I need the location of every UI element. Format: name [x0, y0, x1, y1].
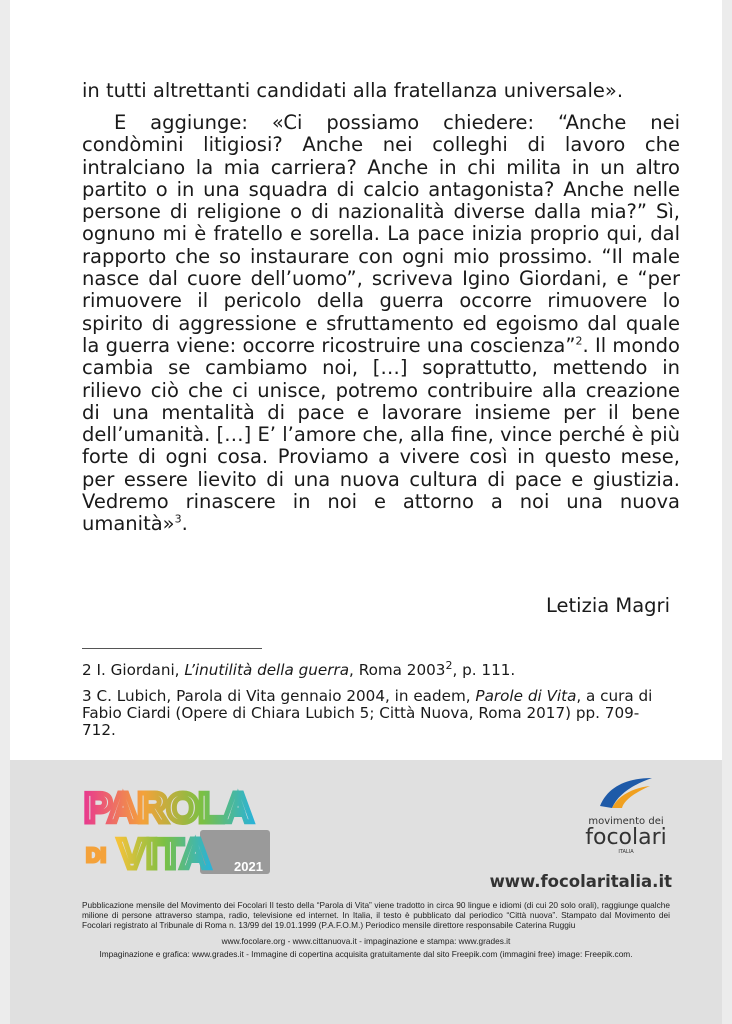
footnote-2-number: 2 [82, 661, 92, 679]
footnote-3-text: C. Lubich, Parola di Vita gennaio 2004, in eadem, [91, 687, 476, 705]
paragraph-1 [82, 80, 680, 102]
footnote-2-text-end: , p. 111. [452, 661, 516, 679]
footnote-2-text: I. Giordani, [91, 661, 185, 679]
footnote-ref-3[interactable]: 3 [174, 512, 182, 526]
logo-word-parola: PAROLA [84, 784, 253, 831]
footnote-2-text-mid: , Roma 2003 [349, 661, 446, 679]
footer [10, 760, 722, 1024]
footnote-ref-2[interactable]: 2 [575, 334, 583, 348]
footnote-2-edition: 2 [445, 658, 453, 672]
logo-word-vita: VITA [118, 830, 211, 876]
logo-year: 2021 [234, 859, 263, 874]
paragraph-1-text: in tutti altrettanti candidati alla fratellanza universale». [82, 79, 624, 102]
footnote-3 [82, 688, 672, 739]
parola-di-vita-logo [82, 780, 272, 876]
paragraph-2 [82, 112, 680, 536]
focolari-name: focolari [585, 825, 667, 850]
logo-word-di: DI [86, 845, 106, 867]
footnote-3-title: Parole di Vita [475, 687, 577, 705]
publication-info: Pubblicazione mensile del Movimento dei Focolari Il testo della “Parola di Vita” viene tradotto in circa 90 lingue e idiomi (di cui 20 solo orali), raggiunge qualche milione di persone attraverso stampa, radio, televisione ed internet. In Italia, il testo è pubblicato dal periodico “Città nuova”. Stampato dal Movimento dei Focolari registrato al Tribunale di Roma n. 13/99 del 19.01.1999 (P.A.F.O.M.) Periodico mensile direttore responsabile Caterina Ruggiu [82, 900, 670, 931]
paragraph-2-text: E aggiunge: «Ci possiamo chiedere: “Anche nei condòmini litigiosi? Anche nei colleghi di lavoro che intralciano la mia carriera? Anche in chi milita in un altro partito o in una squadra di calcio antagonista? Anche nelle persone di religione o di nazionalità diverse dalla mia?” Sì, ognuno mi è fratello e sorella. La pace inizia proprio qui, dal rapporto che so instaurare con ogni mio prossimo. “Il male nasce dal cuore dell’uomo”, scriveva Igino Giordani, e “per rimuovere il pericolo della guerra occorre rimuovere lo spirito di aggressione e sfruttamento ed egoismo dal quale la guerra viene: occorre ricostruire una coscienza” [82, 111, 680, 357]
paragraph-2-end: . [181, 512, 188, 536]
footer-credits: Impaginazione e grafica: www.grades.it - Immagine di copertina acquisita gratuitamente dal sito Freepik.com (immagini free) image: Freepik.com. [99, 949, 633, 959]
footnote-divider [82, 648, 262, 649]
footer-links[interactable]: www.focolare.org - www.cittanuova.it - impaginazione e stampa: www.grades.it [221, 936, 511, 946]
focolari-logo [576, 774, 676, 855]
focolari-subtitle: movimento dei [588, 816, 664, 827]
paragraph-2-continued: . Il mondo cambia se cambiamo noi, […] soprattutto, mettendo in rilievo ciò che ci unisce, potremo contribuire alla creazione di una mentalità di pace e lavorare insieme per il bene dell’umanità. […] E’ l’amore che, alla fine, vince perché è più forte di ogni cosa. Proviamo a vivere così in questo mese, per essere lievito di una nuova cultura di pace e giustizia. Vedremo rinascere in noi e attorno a noi una nuova umanità» [82, 333, 680, 536]
website-link[interactable]: www.focolaritalia.it [489, 872, 672, 891]
author-signature: Letizia Magri [546, 594, 670, 617]
footnote-2 [82, 658, 672, 679]
footnote-2-title: L’inutilità della guerra [184, 661, 350, 679]
focolari-swoosh-icon [594, 774, 658, 810]
footnote-3-number: 3 [82, 687, 92, 705]
focolari-country: ITALIA [618, 849, 634, 855]
page [10, 0, 722, 1024]
footnote-3-text-end: , a cura di Fabio Ciardi (Opere di Chiara Lubich 5; Città Nuova, Roma 2017) pp. 709-712. [82, 687, 653, 739]
